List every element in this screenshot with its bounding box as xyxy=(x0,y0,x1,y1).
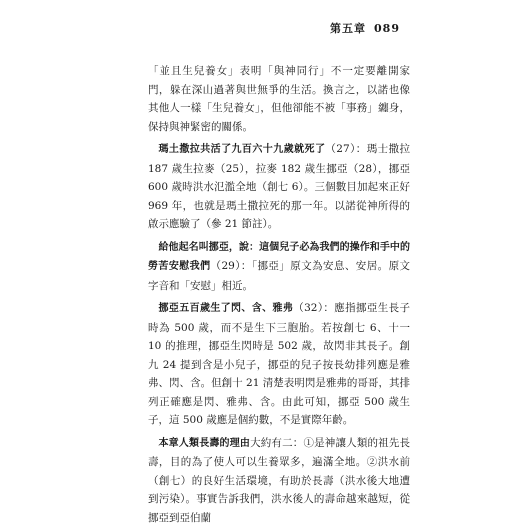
paragraph-2-text: （27）：瑪士撒拉 187 歲生拉麥（25），拉麥 182 歲生挪亞（28），挪亞 600 歲時洪水氾濫全地（創七 6）。三個數目加起來正好 969 年，也就是瑪土撒拉死的那一年。以諾從神所得的啟示應驗了（參 21 節註）。 xyxy=(148,143,410,230)
paragraph-2 xyxy=(148,140,410,234)
paragraph-3-heading: 給他起名叫挪亞，說：這個兒子必為我們的操作和手中的勞苦安慰我們 xyxy=(148,242,410,273)
paragraph-3 xyxy=(148,238,410,296)
paragraph-5-text: 大約有二：①是神讓人類的祖先長壽，目的為了使人可以生養眾多，遍滿全地。②洪水前（創七）的良好生活環境，有助於長壽（洪水後大地遭到污染）。事實告訴我們，洪水後人的壽命越來越短，從挪亞到亞伯蘭 xyxy=(148,437,410,524)
paragraph-3-text: （29）：「挪亞」原文為安息、安居。原文字音和「安慰」相近。 xyxy=(148,260,410,292)
chapter-title: 第五章 xyxy=(330,22,366,35)
paragraph-2-heading: 瑪土撒拉共活了九百六十九歲就死了 xyxy=(159,144,326,155)
paragraph-1 xyxy=(148,62,410,136)
paragraph-4-heading: 挪亞五百歲生了閃、含、雅弗 xyxy=(159,303,294,314)
running-header xyxy=(330,20,400,36)
paragraph-4-text: （32）：應指挪亞生長子時為 500 歲，而不是生下三胞胎。若按創七 6、十一 10 的推理，挪亞生閃時是 502 歲，故閃非其長子。創九 24 提到含是小兒子，挪亞的兒子按長幼排列應是雅弗、閃、含。但創十 21 清楚表明閃是雅弗的哥哥，其排列正確應是閃、雅弗、含。由此可知，挪亞 500 歲生子，這 500 歲應是個約數，不是實際年齡。 xyxy=(148,302,410,426)
paragraph-5-heading: 本章人類長壽的理由 xyxy=(159,438,251,449)
paragraph-5 xyxy=(148,434,410,527)
paragraph-4 xyxy=(148,299,410,430)
paragraph-1-text: 「並且生兒養女」表明「與神同行」不一定要離開家門，躲在深山過著與世無爭的生活。換言之，以諾也像其他人一樣「生兒養女」，但他卻能不被「事務」纏身，保持與神緊密的關係。 xyxy=(148,65,410,133)
page-number: 089 xyxy=(374,22,400,35)
page-body xyxy=(148,62,410,527)
